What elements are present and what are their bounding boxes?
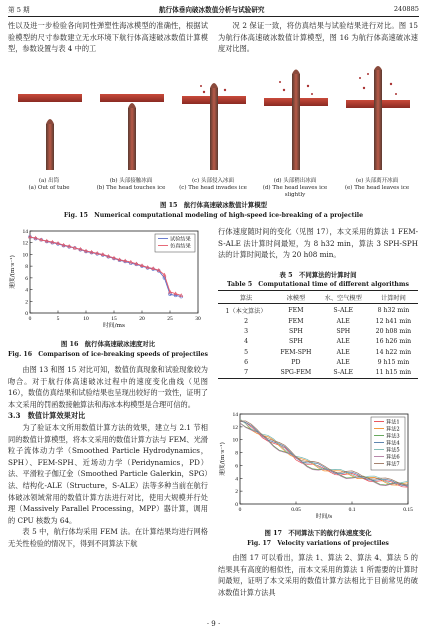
- paragraph-comparison: 由图 13 和图 15 对比可知，数值仿真现象和试验现象较为吻合。对于航行体高速破冰过程中的速度变化曲线（见图 16），数值仿真结果和试验结果也呈现出较好的一致性，证明了本文采用的罚函数接触算法和海冰本构模型是合理可信的。: [8, 365, 208, 409]
- x-tick-label: 10: [83, 316, 89, 322]
- section-heading-3-3: 3.3 数值计算效果对比: [8, 411, 86, 421]
- paragraph-table5-intro: 表 5 中，航行体均采用 FEM 法。在计算结果均进行网格无关性检验的情况下，得到不同算法下航: [8, 527, 208, 548]
- fig16-caption-en: Fig. 16 Comparison of ice-breaking speeds of projectiles: [8, 351, 208, 358]
- y-tick-label: 0: [25, 311, 28, 317]
- subcaption-e: (e) 头部离开冰面 (e) The head leaves ice: [344, 178, 410, 191]
- y-tick-label: 2: [25, 299, 28, 306]
- x-axis-label: 时间/s: [315, 514, 333, 520]
- col-header-algorithm: 算法: [218, 291, 274, 304]
- x-tick-label: 20: [139, 316, 145, 322]
- x-tick-label: 25: [167, 316, 173, 322]
- y-tick-label: 10: [232, 437, 238, 444]
- y-tick-label: 0: [235, 502, 238, 508]
- x-tick-label: 0: [238, 507, 242, 513]
- fig17-caption-en: Fig. 17 Velocity variations of projectiles: [247, 540, 389, 547]
- right-body-bottom: 由图 17 可以看出，算法 1、算法 2、算法 4、算法 5 的结果具有高度的相似性，而本文采用的算法 1 所需要的计算时间最短，证明了本文采用的数值计算方法相比于目前常见的破冰数值计算方法具: [218, 553, 418, 597]
- algorithm-time-table: [218, 290, 418, 379]
- frame-a-out-of-tube: [18, 94, 82, 170]
- table-row: 6 PD ALE 9 h15 min: [244, 358, 410, 366]
- table-row: 1（本文算法） FEM S-ALE 8 h32 min: [225, 306, 410, 315]
- article-code: 240885: [393, 5, 419, 13]
- table-row: 2 FEM ALE 12 h41 min: [244, 317, 412, 325]
- legend-label: 算法3: [386, 433, 400, 440]
- x-tick-label: 0: [28, 316, 32, 322]
- fig16-caption-cn: 图 16 航行体高速破冰速度对比: [60, 340, 156, 348]
- x-tick-label: 0.05: [291, 507, 301, 513]
- y-tick-label: 12: [22, 240, 28, 247]
- col-header-ice-model: 冰模型: [274, 291, 318, 304]
- subcaption-b: (b) 头部接触冰面 (b) The head touches ice: [96, 178, 166, 191]
- y-tick-label: 10: [22, 252, 28, 259]
- journal-article-title: 航行体垂向破冰数值分析与试验研究: [158, 6, 265, 14]
- frame-e-head-leaves-ice: [346, 66, 410, 170]
- left-top-paragraph: 性以及进一步检验各向同性弹塑性海冰模型的准确性，根据试验模型的尺寸参数建立无水环境下航行体高速破冰数值计算模型，参数设置与表 4 中的工: [8, 21, 208, 54]
- legend-label: 仿真结果: [170, 243, 191, 250]
- y-axis-label: 速度/(m·s⁻¹): [10, 255, 16, 289]
- subcaption-c: (c) 头部侵入冰面 (c) The head invades ice: [179, 178, 247, 191]
- running-header: [8, 2, 419, 16]
- table5-title-en: Table 5 Computational time of different algorithms: [227, 281, 409, 288]
- col-header-time: 计算时间: [369, 291, 418, 304]
- subcaption-d: (d) 头部稍出冰面 (d) The head leaves ice slightly: [262, 178, 328, 198]
- table5-title-cn: 表 5 不同算法的计算时间: [279, 271, 357, 279]
- issue-number: 第 5 期: [8, 6, 30, 14]
- fig16-speed-chart: [8, 225, 208, 335]
- table-row: 7 SPG-FEM S-ALE 11 h15 min: [218, 367, 418, 378]
- frame-c-head-invades-ice: [182, 83, 246, 170]
- legend-label: 试验结果: [170, 236, 191, 243]
- subcaption-a: (a) 出筒 (a) Out of tube: [28, 178, 70, 191]
- legend-label: 算法5: [386, 447, 400, 454]
- page-number: · 9 ·: [206, 620, 221, 628]
- x-tick-label: 15: [111, 316, 117, 322]
- y-tick-label: 4: [235, 476, 238, 483]
- y-axis-label: 速度/(m·s⁻¹): [220, 442, 226, 476]
- y-tick-label: 6: [25, 275, 28, 282]
- x-tick-label: 30: [195, 316, 201, 322]
- fig17-velocity-chart: [218, 408, 418, 526]
- x-tick-label: 5: [56, 316, 60, 322]
- table-5: [218, 270, 418, 379]
- table-row: 5 FEM-SPH ALE 14 h22 min: [244, 348, 412, 356]
- right-body-top: 行体速度随时间的变化（见图 17），本文采用的算法 1 FEM-S-ALE 法计算时间最短，为 8 h32 min，算法 3 SPH-SPH 法的计算时间最长，为 20 h08 min。: [218, 227, 418, 260]
- col-header-water-air-model: 水、空气模型: [318, 291, 369, 304]
- y-tick-label: 14: [232, 412, 238, 418]
- legend-label: 算法1: [386, 419, 400, 426]
- y-tick-label: 8: [235, 450, 238, 457]
- y-tick-label: 12: [232, 424, 238, 431]
- table-row: 3 SPH SPH 20 h08 min: [244, 328, 412, 336]
- x-tick-label: 0.15: [403, 507, 413, 513]
- legend-label: 算法4: [386, 440, 400, 447]
- header-rule: [8, 16, 419, 17]
- x-tick-label: 0.1: [348, 507, 356, 513]
- paragraph-methods: 为了验证本文所用数值计算方法的效果，建立与 2.1 节相同的数值计算模型，将本文采用的数值计算方法与 FEM、光滑粒子流体动力学（Smoothed Particle Hydrodynamics，SPH）、FEM-SPH、近场动力学（Peridynamics，PD）法、平滑粒子伽辽金（Smoothed Particle Galerkin，SPG）法、结构化-ALE（Structure，S-ALE）法等多种当前在航行体破冰领域常用的数值计算方法进行对比，使用大规模并行处理（Massively Parallel Processing，MPP）器计算，调用的 CPU 核数为 64。: [8, 422, 208, 525]
- projectile-sequence-images: [8, 66, 418, 178]
- y-tick-label: 8: [25, 264, 28, 271]
- legend-label: 算法6: [386, 454, 400, 461]
- legend-label: 算法2: [386, 426, 400, 433]
- legend-label: 算法7: [386, 461, 400, 468]
- y-tick-label: 6: [235, 463, 238, 470]
- frame-d-head-leaves-ice-slightly: [264, 70, 328, 171]
- frame-b-head-touches-ice: [100, 94, 164, 170]
- right-top-paragraph: 况 2 保证一致，将仿真结果与试验结果进行对比。图 15 为航行体高速破冰数值计算模型，图 16 为航行体高速破冰速度对比图。: [218, 21, 418, 54]
- fig15-caption-cn: 图 15 航行体高速破冰数值计算模型: [160, 201, 267, 209]
- y-tick-label: 2: [235, 489, 238, 496]
- table-row: 4 SPH ALE 16 h26 min: [244, 338, 412, 346]
- x-axis-label: 时间/ms: [102, 323, 126, 329]
- fig17-caption-cn: 图 17 不同算法下的航行体速度变化: [264, 529, 372, 537]
- y-tick-label: 14: [22, 229, 28, 235]
- fig15-caption-en: Fig. 15 Numerical computational modeling of high-speed ice-breaking of a projectile: [63, 212, 364, 219]
- left-body-text: [8, 364, 208, 550]
- y-tick-label: 4: [25, 287, 28, 294]
